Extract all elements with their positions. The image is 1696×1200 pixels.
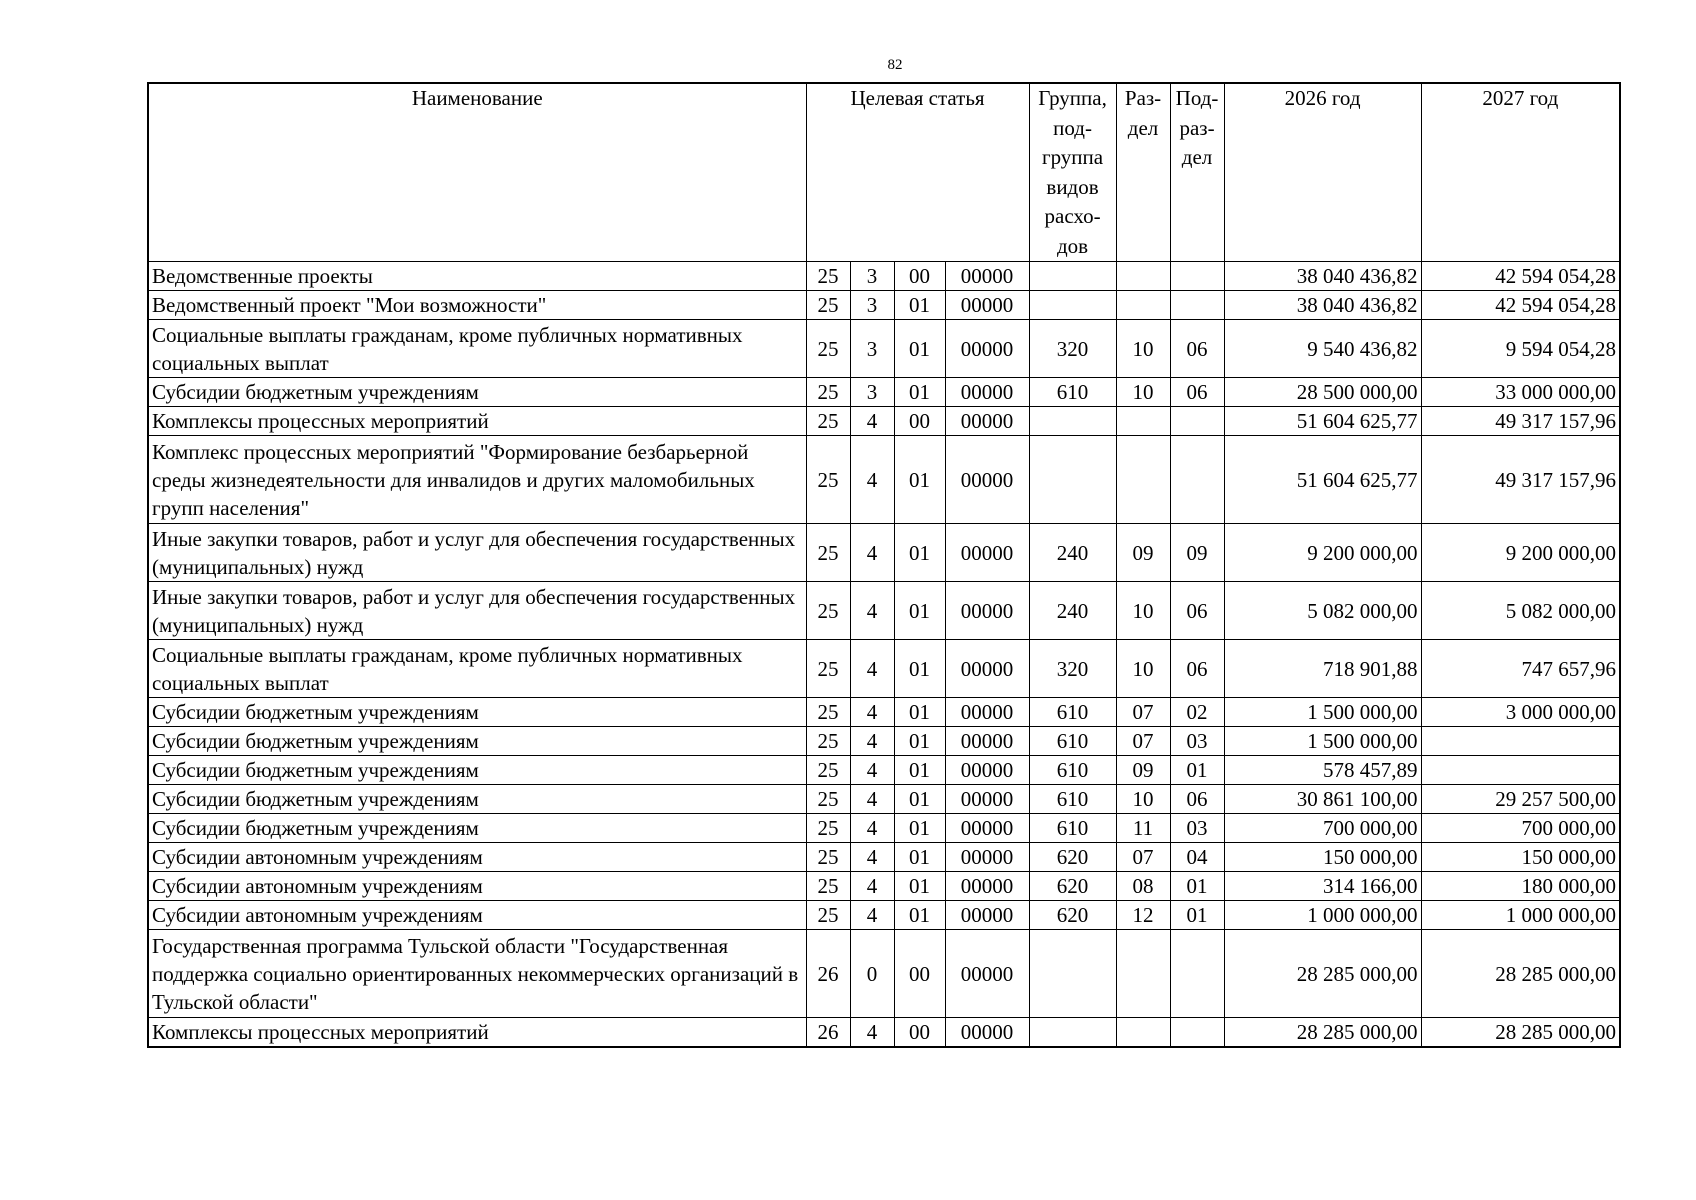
- row-element-code: 01: [894, 640, 945, 698]
- row-expense-group: [1029, 407, 1116, 436]
- row-expense-group: 320: [1029, 320, 1116, 378]
- row-amount-2027: [1421, 727, 1620, 756]
- budget-table: [147, 82, 1621, 1048]
- row-program-code: 25: [806, 901, 850, 930]
- row-subsection: 04: [1170, 843, 1224, 872]
- row-name: Субсидии автономным учреждениям: [148, 843, 806, 872]
- row-direction-code: 00000: [945, 756, 1029, 785]
- row-element-code: 01: [894, 843, 945, 872]
- row-program-code: 25: [806, 785, 850, 814]
- row-program-code: 25: [806, 727, 850, 756]
- row-section: 10: [1116, 582, 1170, 640]
- row-program-code: 25: [806, 320, 850, 378]
- row-element-code: 00: [894, 1018, 945, 1048]
- row-direction-code: 00000: [945, 320, 1029, 378]
- row-expense-group: 620: [1029, 843, 1116, 872]
- table-row: [148, 727, 1620, 756]
- row-amount-2027: 42 594 054,28: [1421, 291, 1620, 320]
- row-direction-code: 00000: [945, 1018, 1029, 1048]
- row-program-code: 25: [806, 640, 850, 698]
- row-section: 10: [1116, 320, 1170, 378]
- row-direction-code: 00000: [945, 843, 1029, 872]
- table-row: [148, 930, 1620, 1018]
- row-amount-2026: 28 285 000,00: [1224, 1018, 1421, 1048]
- row-program-code: 25: [806, 291, 850, 320]
- row-program-code: 25: [806, 843, 850, 872]
- row-element-code: 00: [894, 930, 945, 1018]
- row-section: 09: [1116, 756, 1170, 785]
- row-section: [1116, 262, 1170, 291]
- table-row: [148, 640, 1620, 698]
- row-subprogram-code: 4: [850, 785, 894, 814]
- row-amount-2027: 180 000,00: [1421, 872, 1620, 901]
- row-section: 10: [1116, 378, 1170, 407]
- row-subsection: 09: [1170, 524, 1224, 582]
- row-amount-2026: 51 604 625,77: [1224, 436, 1421, 524]
- row-name: Субсидии автономным учреждениям: [148, 872, 806, 901]
- row-expense-group: [1029, 1018, 1116, 1048]
- row-subsection: 02: [1170, 698, 1224, 727]
- row-subsection: [1170, 407, 1224, 436]
- row-expense-group: [1029, 930, 1116, 1018]
- row-direction-code: 00000: [945, 814, 1029, 843]
- row-amount-2027: 49 317 157,96: [1421, 436, 1620, 524]
- row-name: Субсидии бюджетным учреждениям: [148, 814, 806, 843]
- row-amount-2027: 28 285 000,00: [1421, 930, 1620, 1018]
- row-section: 08: [1116, 872, 1170, 901]
- row-program-code: 25: [806, 378, 850, 407]
- table-row: [148, 524, 1620, 582]
- row-expense-group: [1029, 291, 1116, 320]
- row-amount-2026: 700 000,00: [1224, 814, 1421, 843]
- row-amount-2026: 9 540 436,82: [1224, 320, 1421, 378]
- row-subprogram-code: 0: [850, 930, 894, 1018]
- row-amount-2027: 9 594 054,28: [1421, 320, 1620, 378]
- row-amount-2026: 38 040 436,82: [1224, 291, 1421, 320]
- row-element-code: 01: [894, 814, 945, 843]
- row-amount-2027: 29 257 500,00: [1421, 785, 1620, 814]
- row-section: [1116, 1018, 1170, 1048]
- row-expense-group: 610: [1029, 785, 1116, 814]
- row-amount-2027: 49 317 157,96: [1421, 407, 1620, 436]
- row-subsection: 06: [1170, 640, 1224, 698]
- row-element-code: 01: [894, 727, 945, 756]
- row-expense-group: 240: [1029, 524, 1116, 582]
- row-subprogram-code: 4: [850, 727, 894, 756]
- row-amount-2026: 1 500 000,00: [1224, 727, 1421, 756]
- row-subsection: 06: [1170, 785, 1224, 814]
- row-amount-2027: 150 000,00: [1421, 843, 1620, 872]
- row-expense-group: 610: [1029, 727, 1116, 756]
- row-element-code: 00: [894, 262, 945, 291]
- row-direction-code: 00000: [945, 698, 1029, 727]
- row-amount-2026: 314 166,00: [1224, 872, 1421, 901]
- row-amount-2027: 747 657,96: [1421, 640, 1620, 698]
- row-direction-code: 00000: [945, 262, 1029, 291]
- row-subprogram-code: 4: [850, 407, 894, 436]
- row-amount-2026: 30 861 100,00: [1224, 785, 1421, 814]
- header-year-2026: 2026 год: [1224, 83, 1421, 262]
- row-amount-2027: 1 000 000,00: [1421, 901, 1620, 930]
- row-subprogram-code: 3: [850, 320, 894, 378]
- row-amount-2026: 578 457,89: [1224, 756, 1421, 785]
- row-direction-code: 00000: [945, 785, 1029, 814]
- row-expense-group: [1029, 436, 1116, 524]
- row-program-code: 25: [806, 436, 850, 524]
- row-expense-group: 610: [1029, 378, 1116, 407]
- header-name: Наименование: [148, 83, 806, 262]
- row-expense-group: 610: [1029, 698, 1116, 727]
- row-subsection: [1170, 930, 1224, 1018]
- row-subprogram-code: 4: [850, 1018, 894, 1048]
- row-subprogram-code: 4: [850, 814, 894, 843]
- row-name: Социальные выплаты гражданам, кроме публичных нормативных социальных выплат: [148, 320, 806, 378]
- row-program-code: 25: [806, 814, 850, 843]
- row-program-code: 25: [806, 524, 850, 582]
- row-element-code: 01: [894, 872, 945, 901]
- table-row: [148, 262, 1620, 291]
- row-subprogram-code: 4: [850, 843, 894, 872]
- row-expense-group: 620: [1029, 872, 1116, 901]
- row-name: Субсидии бюджетным учреждениям: [148, 785, 806, 814]
- row-section: 09: [1116, 524, 1170, 582]
- row-direction-code: 00000: [945, 872, 1029, 901]
- row-direction-code: 00000: [945, 901, 1029, 930]
- row-expense-group: 610: [1029, 814, 1116, 843]
- row-element-code: 01: [894, 436, 945, 524]
- header-expense-group: Группа, под-группа видов расхо-дов: [1029, 83, 1116, 262]
- table-row: [148, 582, 1620, 640]
- row-subprogram-code: 3: [850, 262, 894, 291]
- header-year-2027: 2027 год: [1421, 83, 1620, 262]
- row-name: Субсидии бюджетным учреждениям: [148, 378, 806, 407]
- row-direction-code: 00000: [945, 291, 1029, 320]
- row-direction-code: 00000: [945, 930, 1029, 1018]
- table-row: [148, 785, 1620, 814]
- row-program-code: 25: [806, 698, 850, 727]
- row-subprogram-code: 4: [850, 698, 894, 727]
- row-section: [1116, 436, 1170, 524]
- row-amount-2027: 9 200 000,00: [1421, 524, 1620, 582]
- row-expense-group: [1029, 262, 1116, 291]
- row-program-code: 25: [806, 756, 850, 785]
- row-element-code: 01: [894, 291, 945, 320]
- row-section: 10: [1116, 785, 1170, 814]
- row-amount-2027: 42 594 054,28: [1421, 262, 1620, 291]
- row-direction-code: 00000: [945, 407, 1029, 436]
- row-direction-code: 00000: [945, 640, 1029, 698]
- row-amount-2027: 28 285 000,00: [1421, 1018, 1620, 1048]
- table-row: [148, 407, 1620, 436]
- row-element-code: 01: [894, 901, 945, 930]
- row-expense-group: 620: [1029, 901, 1116, 930]
- row-name: Социальные выплаты гражданам, кроме публичных нормативных социальных выплат: [148, 640, 806, 698]
- row-subsection: [1170, 436, 1224, 524]
- row-name: Иные закупки товаров, работ и услуг для обеспечения государственных (муниципальных) нужд: [148, 582, 806, 640]
- row-name: Комплексы процессных мероприятий: [148, 1018, 806, 1048]
- table-row: [148, 843, 1620, 872]
- row-element-code: 01: [894, 756, 945, 785]
- row-section: 07: [1116, 843, 1170, 872]
- row-section: 11: [1116, 814, 1170, 843]
- row-expense-group: 240: [1029, 582, 1116, 640]
- table-row: [148, 378, 1620, 407]
- row-element-code: 01: [894, 320, 945, 378]
- row-name: Государственная программа Тульской области "Государственная поддержка социально ориентированных некоммерческих организаций в Тульской области": [148, 930, 806, 1018]
- row-element-code: 00: [894, 407, 945, 436]
- row-subprogram-code: 4: [850, 756, 894, 785]
- table-row: [148, 756, 1620, 785]
- row-amount-2027: 5 082 000,00: [1421, 582, 1620, 640]
- row-direction-code: 00000: [945, 378, 1029, 407]
- row-subprogram-code: 3: [850, 291, 894, 320]
- table-header-row: [148, 83, 1620, 262]
- table-row: [148, 814, 1620, 843]
- row-amount-2026: 38 040 436,82: [1224, 262, 1421, 291]
- row-section: 12: [1116, 901, 1170, 930]
- row-amount-2026: 150 000,00: [1224, 843, 1421, 872]
- row-subprogram-code: 4: [850, 872, 894, 901]
- row-expense-group: 610: [1029, 756, 1116, 785]
- row-subsection: 01: [1170, 756, 1224, 785]
- row-direction-code: 00000: [945, 727, 1029, 756]
- table-row: [148, 436, 1620, 524]
- page-number: 82: [887, 57, 903, 73]
- row-section: [1116, 930, 1170, 1018]
- row-subsection: [1170, 262, 1224, 291]
- row-subsection: 01: [1170, 901, 1224, 930]
- row-subprogram-code: 4: [850, 436, 894, 524]
- row-name: Ведомственный проект "Мои возможности": [148, 291, 806, 320]
- row-name: Ведомственные проекты: [148, 262, 806, 291]
- table-body: [148, 262, 1620, 1048]
- row-name: Субсидии автономным учреждениям: [148, 901, 806, 930]
- row-name: Субсидии бюджетным учреждениям: [148, 756, 806, 785]
- header-target-article: Целевая статья: [806, 83, 1029, 262]
- row-subsection: 06: [1170, 320, 1224, 378]
- row-element-code: 01: [894, 524, 945, 582]
- row-amount-2027: 33 000 000,00: [1421, 378, 1620, 407]
- row-amount-2027: [1421, 756, 1620, 785]
- row-section: 10: [1116, 640, 1170, 698]
- row-amount-2026: 1 000 000,00: [1224, 901, 1421, 930]
- row-amount-2026: 9 200 000,00: [1224, 524, 1421, 582]
- row-subsection: 01: [1170, 872, 1224, 901]
- row-direction-code: 00000: [945, 582, 1029, 640]
- row-subsection: 03: [1170, 814, 1224, 843]
- row-amount-2026: 718 901,88: [1224, 640, 1421, 698]
- row-direction-code: 00000: [945, 436, 1029, 524]
- row-name: Комплекс процессных мероприятий "Формирование безбарьерной среды жизнедеятельности для инвалидов и других маломобильных групп населения": [148, 436, 806, 524]
- row-section: 07: [1116, 698, 1170, 727]
- row-expense-group: 320: [1029, 640, 1116, 698]
- table-row: [148, 1018, 1620, 1048]
- row-program-code: 26: [806, 1018, 850, 1048]
- table-row: [148, 320, 1620, 378]
- table-row: [148, 872, 1620, 901]
- row-subprogram-code: 3: [850, 378, 894, 407]
- row-name: Иные закупки товаров, работ и услуг для обеспечения государственных (муниципальных) нужд: [148, 524, 806, 582]
- row-subprogram-code: 4: [850, 582, 894, 640]
- table-row: [148, 901, 1620, 930]
- row-element-code: 01: [894, 378, 945, 407]
- row-name: Субсидии бюджетным учреждениям: [148, 698, 806, 727]
- row-program-code: 25: [806, 872, 850, 901]
- row-program-code: 25: [806, 582, 850, 640]
- row-program-code: 25: [806, 262, 850, 291]
- row-name: Субсидии бюджетным учреждениям: [148, 727, 806, 756]
- header-section: Раз-дел: [1116, 83, 1170, 262]
- row-subprogram-code: 4: [850, 524, 894, 582]
- row-element-code: 01: [894, 582, 945, 640]
- row-element-code: 01: [894, 785, 945, 814]
- header-subsection: Под-раз-дел: [1170, 83, 1224, 262]
- row-amount-2026: 28 500 000,00: [1224, 378, 1421, 407]
- row-subsection: 06: [1170, 378, 1224, 407]
- row-subprogram-code: 4: [850, 901, 894, 930]
- row-element-code: 01: [894, 698, 945, 727]
- row-program-code: 26: [806, 930, 850, 1018]
- row-subprogram-code: 4: [850, 640, 894, 698]
- row-section: [1116, 291, 1170, 320]
- row-section: [1116, 407, 1170, 436]
- row-subsection: [1170, 1018, 1224, 1048]
- row-name: Комплексы процессных мероприятий: [148, 407, 806, 436]
- row-amount-2026: 5 082 000,00: [1224, 582, 1421, 640]
- row-subsection: 03: [1170, 727, 1224, 756]
- row-amount-2026: 28 285 000,00: [1224, 930, 1421, 1018]
- row-direction-code: 00000: [945, 524, 1029, 582]
- row-subsection: 06: [1170, 582, 1224, 640]
- table-row: [148, 291, 1620, 320]
- row-subsection: [1170, 291, 1224, 320]
- row-program-code: 25: [806, 407, 850, 436]
- row-amount-2027: 700 000,00: [1421, 814, 1620, 843]
- table-row: [148, 698, 1620, 727]
- row-amount-2026: 51 604 625,77: [1224, 407, 1421, 436]
- row-section: 07: [1116, 727, 1170, 756]
- row-amount-2027: 3 000 000,00: [1421, 698, 1620, 727]
- row-amount-2026: 1 500 000,00: [1224, 698, 1421, 727]
